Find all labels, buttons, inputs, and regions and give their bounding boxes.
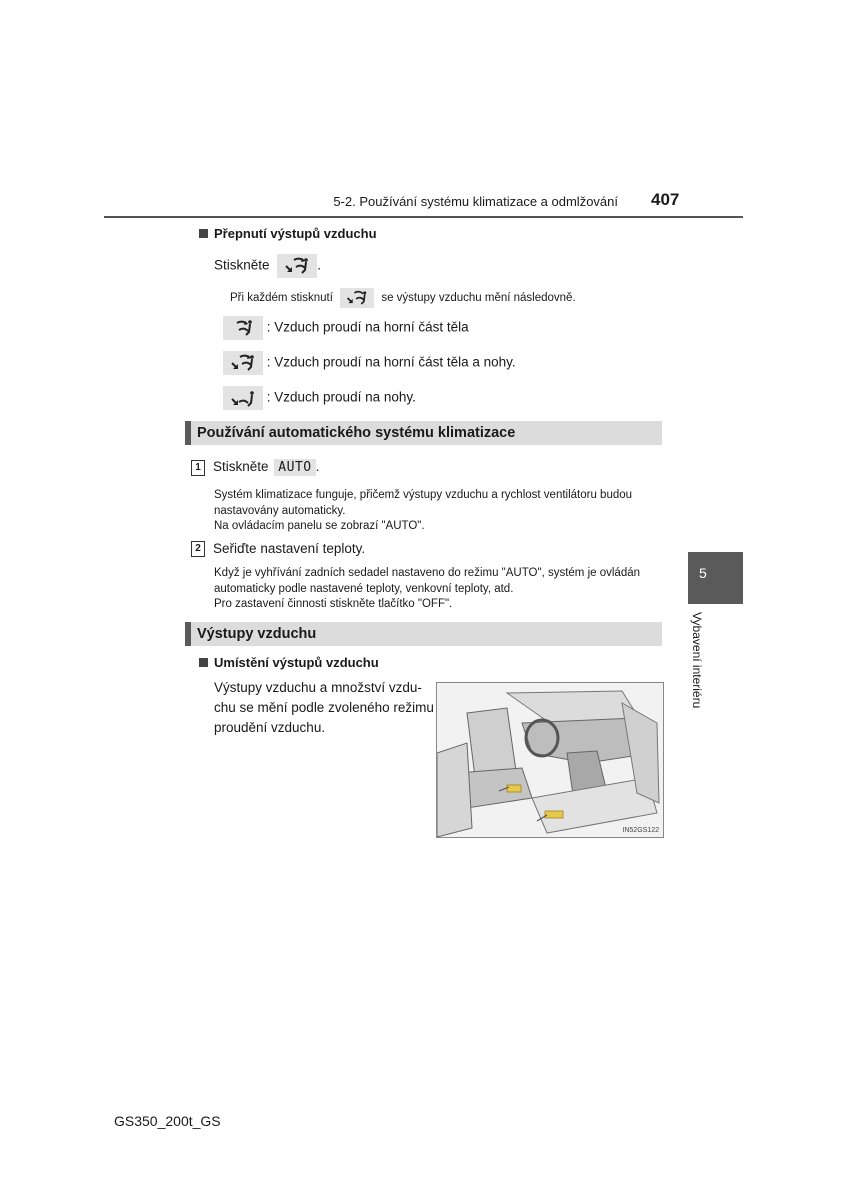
footer-model: GS350_200t_GS <box>114 1113 221 1129</box>
airflow-mode-small-icon <box>340 288 374 308</box>
each-press-note: Při každém stisknutí se výstupy vzduchu mění následovně. <box>230 288 576 308</box>
press-instruction: Stiskněte . <box>214 254 321 278</box>
mode-item-feet: : Vzduch proudí na nohy. <box>223 386 416 410</box>
step-number-2: 2 <box>191 541 205 557</box>
header-rule <box>104 216 743 218</box>
car-interior-illustration <box>436 682 664 838</box>
auto-climate-section-bar: Používání automatického systému klimatizace <box>185 421 662 445</box>
airflow-feet-icon <box>223 386 263 410</box>
square-bullet-icon <box>199 229 208 238</box>
outlet-description: Výstupy vzduchu a množství vzdu- chu se mění podle zvoleného režimu proudění vzduchu. <box>214 680 434 735</box>
page-number: 407 <box>651 190 680 209</box>
car-interior-drawing <box>437 683 663 837</box>
mode-item-upper-feet: : Vzduch proudí na horní část těla a nohy. <box>223 351 516 375</box>
rear-outlet-highlight <box>507 785 521 792</box>
square-bullet-icon <box>199 658 208 667</box>
chapter-tab-label: Vybavení interiéru <box>690 612 704 709</box>
switch-outlets-heading: Přepnutí výstupů vzduchu <box>199 226 377 241</box>
step-number-1: 1 <box>191 460 205 476</box>
air-outlets-section-bar: Výstupy vzduchu <box>185 622 662 646</box>
floor-outlet-highlight <box>545 811 563 818</box>
chapter-tab: 5 <box>688 552 743 604</box>
step-2: 2 Seřiďte nastavení teploty. <box>191 541 365 557</box>
airflow-upper-feet-icon <box>223 351 263 375</box>
running-header: 5-2. Používání systému klimatizace a odmlžování <box>333 194 618 209</box>
airflow-upper-icon <box>223 316 263 340</box>
outlet-location-heading: Umístění výstupů vzduchu <box>199 655 379 670</box>
step-2-note: Když je vyhřívání zadních sedadel nastaveno do režimu "AUTO", systém je ovládán automaticky podle nastavené teploty, venkovní teploty, atd. Pro zastavení činnosti stiskněte tlačítko "OFF". <box>214 567 640 610</box>
mode-item-upper: : Vzduch proudí na horní část těla <box>223 316 469 340</box>
step-1-note: Systém klimatizace funguje, přičemž výstupy vzduchu a rychlost ventilátoru budou nastavovány automaticky. Na ovládacím panelu se zobrazí "AUTO". <box>214 489 633 532</box>
step-1: 1 Stiskněte AUTO . <box>191 459 319 476</box>
auto-button[interactable]: AUTO <box>274 459 315 476</box>
figure-code: IN52GS122 <box>622 827 659 834</box>
airflow-mode-button-icon[interactable] <box>277 254 317 278</box>
